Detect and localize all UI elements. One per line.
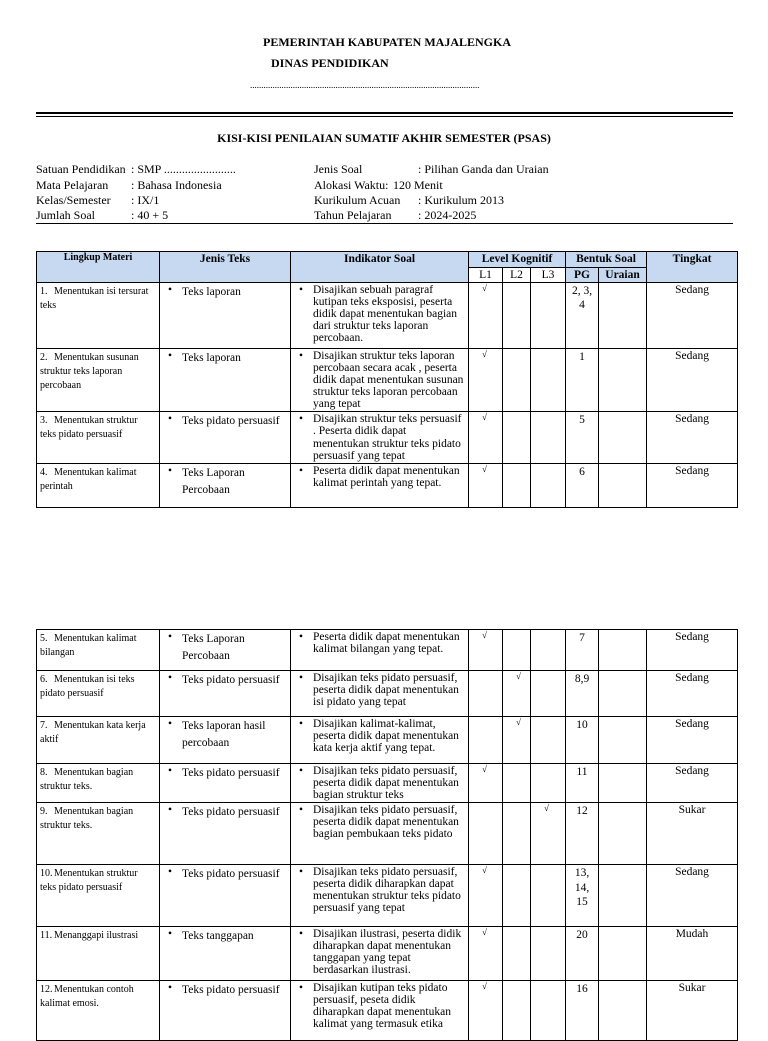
lingkup-materi-cell bbox=[37, 981, 160, 1041]
jumlah-label: Jumlah Soal bbox=[36, 208, 95, 222]
l3-cell bbox=[531, 671, 566, 717]
kurikulum-label: Kurikulum Acuan bbox=[314, 193, 401, 207]
row-number: 7. bbox=[40, 720, 48, 731]
uraian-cell bbox=[599, 717, 647, 764]
jenis-teks-cell bbox=[160, 671, 291, 717]
indikator-text: Disajikan kutipan teks pidato persuasif, peseta didik diharapkan dapat menentukan kalimat yang termasuk etika bbox=[313, 982, 451, 1031]
pg-cell: 12 bbox=[566, 803, 599, 865]
row-number: 8. bbox=[40, 767, 48, 778]
header-dotted-line: ...................................................................................................... bbox=[250, 80, 480, 90]
alokasi-label: Alokasi Waktu: bbox=[314, 178, 389, 192]
lingkup-materi-cell bbox=[37, 927, 160, 981]
l2-cell bbox=[503, 981, 531, 1041]
l2-cell: √ bbox=[503, 717, 531, 764]
l3-cell bbox=[531, 349, 566, 412]
jenis-text: Teks pidato persuasif bbox=[182, 984, 280, 997]
lingkup-materi-cell bbox=[37, 412, 160, 464]
pg-cell: 20 bbox=[566, 927, 599, 981]
jenis-soal-label: Jenis Soal bbox=[314, 162, 363, 176]
materi-text: Menentukan isi teks pidato persuasif bbox=[40, 674, 135, 699]
materi-text: Menentukan kalimat bilangan bbox=[40, 633, 137, 658]
indikator-cell bbox=[291, 981, 469, 1041]
l3-cell bbox=[531, 283, 566, 349]
jenis-teks-cell bbox=[160, 412, 291, 464]
l2-cell: √ bbox=[503, 671, 531, 717]
jenis-text: Teks pidato persuasif bbox=[182, 868, 280, 881]
uraian-cell bbox=[599, 764, 647, 803]
jenis-teks-cell bbox=[160, 349, 291, 412]
bullet-icon: • bbox=[299, 672, 304, 684]
tingkat-cell: Sedang bbox=[647, 349, 738, 412]
jenis-text: Teks Laporan Percobaan bbox=[182, 633, 245, 662]
jenis-text: Teks pidato persuasif bbox=[182, 415, 280, 428]
col-bentuk-soal: Bentuk Soal bbox=[566, 252, 647, 268]
row-number: 3. bbox=[40, 415, 48, 427]
l1-cell bbox=[469, 803, 503, 865]
table-row bbox=[37, 283, 738, 349]
jenis-teks-cell bbox=[160, 927, 291, 981]
indikator-cell bbox=[291, 412, 469, 464]
satuan-label: Satuan Pendidikan bbox=[36, 162, 126, 176]
l3-cell: √ bbox=[531, 803, 566, 865]
indikator-text: Disajikan struktur teks laporan percobaan secara acak , peserta didik dapat menentukan susunan struktur teks laporan percobaan yang tepat bbox=[313, 350, 464, 411]
header-line-1: PEMERINTAH KABUPATEN MAJALENGKA bbox=[263, 35, 512, 49]
bullet-icon: • bbox=[168, 718, 173, 730]
jenis-soal-value: : Pilihan Ganda dan Uraian bbox=[418, 162, 549, 176]
l1-cell: √ bbox=[469, 349, 503, 412]
table-row bbox=[37, 981, 738, 1041]
bullet-icon: • bbox=[168, 465, 173, 478]
jenis-teks-cell bbox=[160, 717, 291, 764]
bullet-icon: • bbox=[168, 413, 173, 426]
bullet-icon: • bbox=[168, 631, 173, 643]
pg-cell: 11 bbox=[566, 764, 599, 803]
indikator-cell bbox=[291, 630, 469, 671]
materi-text: Menentukan struktur teks pidato persuasif bbox=[40, 868, 138, 894]
row-number: 10. bbox=[40, 868, 53, 880]
bullet-icon: • bbox=[299, 982, 304, 995]
lingkup-materi-cell bbox=[37, 464, 160, 508]
indikator-text: Disajikan kalimat-kalimat, peserta didik dapat menentukan kata kerja aktif yang tepat. bbox=[313, 718, 459, 755]
col-indikator-soal: Indikator Soal bbox=[291, 252, 469, 283]
tingkat-cell: Mudah bbox=[647, 927, 738, 981]
pg-cell: 1 bbox=[566, 349, 599, 412]
tingkat-cell: Sedang bbox=[647, 717, 738, 764]
row-number: 6. bbox=[40, 674, 48, 685]
l1-cell: √ bbox=[469, 927, 503, 981]
table-row bbox=[37, 865, 738, 927]
tingkat-cell: Sukar bbox=[647, 981, 738, 1041]
l3-cell bbox=[531, 630, 566, 671]
bullet-icon: • bbox=[168, 982, 173, 995]
bullet-icon: • bbox=[299, 804, 304, 817]
materi-text: Menentukan contoh kalimat emosi. bbox=[40, 984, 134, 1010]
bullet-icon: • bbox=[299, 718, 304, 730]
bullet-icon: • bbox=[299, 284, 304, 297]
tahun-label: Tahun Pelajaran bbox=[314, 208, 392, 222]
indikator-text: Disajikan teks pidato persuasif, peserta didik dapat menentukan isi pidato yang tepat bbox=[313, 672, 459, 709]
row-number: 4. bbox=[40, 467, 48, 479]
table-row bbox=[37, 764, 738, 803]
tingkat-cell: Sedang bbox=[647, 630, 738, 671]
uraian-cell bbox=[599, 865, 647, 927]
indikator-text: Disajikan teks pidato persuasif, peserta didik dapat menentukan bagian pembukaan teks pidato bbox=[313, 804, 459, 841]
l3-cell bbox=[531, 981, 566, 1041]
table-row bbox=[37, 630, 738, 671]
uraian-cell bbox=[599, 349, 647, 412]
jenis-text: Teks laporan bbox=[182, 352, 241, 365]
materi-text: Menentukan struktur teks pidato persuasif bbox=[40, 415, 138, 441]
table-row bbox=[37, 412, 738, 464]
uraian-cell bbox=[599, 283, 647, 349]
l2-cell bbox=[503, 764, 531, 803]
row-number: 12. bbox=[40, 984, 53, 996]
tingkat-cell: Sedang bbox=[647, 764, 738, 803]
kurikulum-value: : Kurikulum 2013 bbox=[418, 193, 504, 207]
tahun-value: : 2024-2025 bbox=[418, 208, 477, 222]
pg-cell: 2, 3, 4 bbox=[566, 283, 599, 349]
row-number: 2. bbox=[40, 352, 48, 364]
materi-text: Menanggapi ilustrasi bbox=[54, 930, 139, 942]
lingkup-materi-cell bbox=[37, 630, 160, 671]
l1-cell: √ bbox=[469, 981, 503, 1041]
materi-text: Menentukan bagian struktur teks. bbox=[40, 806, 134, 832]
indikator-cell bbox=[291, 865, 469, 927]
table-row bbox=[37, 671, 738, 717]
pg-cell: 6 bbox=[566, 464, 599, 508]
indikator-cell bbox=[291, 717, 469, 764]
mapel-label: Mata Pelajaran bbox=[36, 178, 109, 192]
tingkat-cell: Sukar bbox=[647, 803, 738, 865]
indikator-text: Disajikan struktur teks persuasif . Peserta didik dapat menentukan struktur teks pidato persuasif yang tepat bbox=[313, 413, 462, 462]
col-uraian: Uraian bbox=[599, 268, 647, 283]
row-number: 11. bbox=[40, 930, 53, 942]
tingkat-cell: Sedang bbox=[647, 671, 738, 717]
l2-cell bbox=[503, 283, 531, 349]
lingkup-materi-cell bbox=[37, 764, 160, 803]
lingkup-materi-cell bbox=[37, 283, 160, 349]
uraian-cell bbox=[599, 412, 647, 464]
jenis-teks-cell bbox=[160, 464, 291, 508]
pg-cell: 5 bbox=[566, 412, 599, 464]
l1-cell: √ bbox=[469, 412, 503, 464]
kelas-label: Kelas/Semester bbox=[36, 193, 111, 207]
l2-cell bbox=[503, 349, 531, 412]
kisi-kisi-table-part-2 bbox=[36, 629, 738, 1041]
jumlah-value: : 40 + 5 bbox=[131, 208, 169, 222]
table-row bbox=[37, 717, 738, 764]
bullet-icon: • bbox=[299, 465, 304, 478]
indikator-text: Disajikan teks pidato persuasif, peserta didik dapat menentukan bagian struktur teks bbox=[313, 765, 459, 802]
jenis-teks-cell bbox=[160, 630, 291, 671]
row-number: 5. bbox=[40, 633, 48, 644]
table-row bbox=[37, 464, 738, 508]
alokasi-value: 120 Menit bbox=[393, 178, 443, 192]
l2-cell bbox=[503, 927, 531, 981]
lingkup-materi-cell bbox=[37, 803, 160, 865]
uraian-cell bbox=[599, 981, 647, 1041]
tingkat-cell: Sedang bbox=[647, 283, 738, 349]
bullet-icon: • bbox=[299, 350, 304, 363]
header-rule-thin bbox=[36, 116, 733, 117]
pg-cell: 13, 14, 15 bbox=[566, 865, 599, 927]
pg-cell: 8,9 bbox=[566, 671, 599, 717]
bullet-icon: • bbox=[168, 866, 173, 879]
jenis-text: Teks Laporan Percobaan bbox=[182, 467, 245, 497]
indikator-text: Disajikan ilustrasi, peserta didik diharapkan dapat menentukan tanggapan yang tepat berdasarkan ilustrasi. bbox=[313, 928, 462, 977]
l1-cell: √ bbox=[469, 283, 503, 349]
l1-cell: √ bbox=[469, 764, 503, 803]
info-rule bbox=[36, 223, 733, 224]
col-pg: PG bbox=[566, 268, 599, 283]
indikator-cell bbox=[291, 803, 469, 865]
tingkat-cell: Sedang bbox=[647, 865, 738, 927]
tingkat-cell: Sedang bbox=[647, 464, 738, 508]
l3-cell bbox=[531, 412, 566, 464]
l1-cell bbox=[469, 671, 503, 717]
bullet-icon: • bbox=[299, 413, 304, 426]
l3-cell bbox=[531, 927, 566, 981]
materi-text: Menentukan susunan struktur teks laporan percobaan bbox=[40, 352, 139, 392]
materi-text: Menentukan isi tersurat teks bbox=[40, 286, 149, 312]
bullet-icon: • bbox=[168, 765, 173, 777]
l3-cell bbox=[531, 865, 566, 927]
l2-cell bbox=[503, 630, 531, 671]
jenis-text: Teks laporan bbox=[182, 286, 241, 299]
bullet-icon: • bbox=[299, 631, 304, 643]
col-l1: L1 bbox=[469, 268, 503, 283]
indikator-cell bbox=[291, 927, 469, 981]
table-row bbox=[37, 927, 738, 981]
jenis-text: Teks tanggapan bbox=[182, 930, 254, 943]
bullet-icon: • bbox=[168, 672, 173, 684]
pg-cell: 7 bbox=[566, 630, 599, 671]
indikator-text: Disajikan teks pidato persuasif, peserta didik diharapkan dapat menentukan struktur teks pidato persuasif yang tepat bbox=[313, 866, 461, 915]
l2-cell bbox=[503, 464, 531, 508]
document-title: KISI-KISI PENILAIAN SUMATIF AKHIR SEMESTER (PSAS) bbox=[217, 131, 551, 145]
bullet-icon: • bbox=[168, 804, 173, 817]
l2-cell bbox=[503, 412, 531, 464]
indikator-text: Disajikan sebuah paragraf kutipan teks eksposisi, peserta didik dapat menentukan bagian dari struktur teks laporan percobaan. bbox=[313, 284, 458, 345]
table-row bbox=[37, 349, 738, 412]
bullet-icon: • bbox=[299, 866, 304, 879]
bullet-icon: • bbox=[299, 765, 304, 777]
uraian-cell bbox=[599, 803, 647, 865]
row-number: 9. bbox=[40, 806, 48, 818]
jenis-text: Teks pidato persuasif bbox=[182, 674, 280, 686]
lingkup-materi-cell bbox=[37, 671, 160, 717]
jenis-teks-cell bbox=[160, 803, 291, 865]
lingkup-materi-cell bbox=[37, 349, 160, 412]
bullet-icon: • bbox=[168, 284, 173, 297]
indikator-cell bbox=[291, 464, 469, 508]
jenis-teks-cell bbox=[160, 865, 291, 927]
header-line-2: DINAS PENDIDIKAN bbox=[271, 56, 389, 70]
l1-cell: √ bbox=[469, 464, 503, 508]
jenis-text: Teks pidato persuasif bbox=[182, 767, 280, 779]
l1-cell: √ bbox=[469, 865, 503, 927]
header-rule-thick bbox=[36, 112, 733, 114]
bullet-icon: • bbox=[299, 928, 304, 941]
tingkat-cell: Sedang bbox=[647, 412, 738, 464]
col-l2: L2 bbox=[503, 268, 531, 283]
col-lingkup-materi: Lingkup Materi bbox=[37, 252, 160, 283]
pg-cell: 10 bbox=[566, 717, 599, 764]
bullet-icon: • bbox=[168, 350, 173, 363]
l2-cell bbox=[503, 803, 531, 865]
uraian-cell bbox=[599, 671, 647, 717]
jenis-teks-cell bbox=[160, 981, 291, 1041]
indikator-cell bbox=[291, 349, 469, 412]
lingkup-materi-cell bbox=[37, 717, 160, 764]
uraian-cell bbox=[599, 630, 647, 671]
indikator-cell bbox=[291, 764, 469, 803]
l2-cell bbox=[503, 865, 531, 927]
uraian-cell bbox=[599, 464, 647, 508]
materi-text: Menentukan kata kerja aktif bbox=[40, 720, 146, 745]
l3-cell bbox=[531, 764, 566, 803]
uraian-cell bbox=[599, 927, 647, 981]
l1-cell: √ bbox=[469, 630, 503, 671]
jenis-text: Teks pidato persuasif bbox=[182, 806, 280, 819]
jenis-teks-cell bbox=[160, 764, 291, 803]
jenis-text: Teks laporan hasil percobaan bbox=[182, 720, 266, 749]
col-jenis-teks: Jenis Teks bbox=[160, 252, 291, 283]
lingkup-materi-cell bbox=[37, 865, 160, 927]
kelas-value: : IX/1 bbox=[131, 193, 160, 207]
indikator-cell bbox=[291, 671, 469, 717]
kisi-kisi-table-part-1 bbox=[36, 251, 738, 508]
row-number: 1. bbox=[40, 286, 48, 298]
satuan-value: : SMP ........................ bbox=[131, 162, 236, 176]
col-tingkat: Tingkat bbox=[647, 252, 738, 283]
l1-cell bbox=[469, 717, 503, 764]
l3-cell bbox=[531, 464, 566, 508]
materi-text: Menentukan kalimat perintah bbox=[40, 467, 137, 493]
jenis-teks-cell bbox=[160, 283, 291, 349]
materi-text: Menentukan bagian struktur teks. bbox=[40, 767, 134, 792]
indikator-text: Peserta didik dapat menentukan kalimat perintah yang tepat. bbox=[313, 465, 460, 490]
col-l3: L3 bbox=[531, 268, 566, 283]
col-level-kognitif: Level Kognitif bbox=[469, 252, 566, 268]
l3-cell bbox=[531, 717, 566, 764]
bullet-icon: • bbox=[168, 928, 173, 941]
indikator-text: Peserta didik dapat menentukan kalimat bilangan yang tepat. bbox=[313, 631, 460, 656]
mapel-value: : Bahasa Indonesia bbox=[131, 178, 222, 192]
pg-cell: 16 bbox=[566, 981, 599, 1041]
indikator-cell bbox=[291, 283, 469, 349]
table-row bbox=[37, 803, 738, 865]
